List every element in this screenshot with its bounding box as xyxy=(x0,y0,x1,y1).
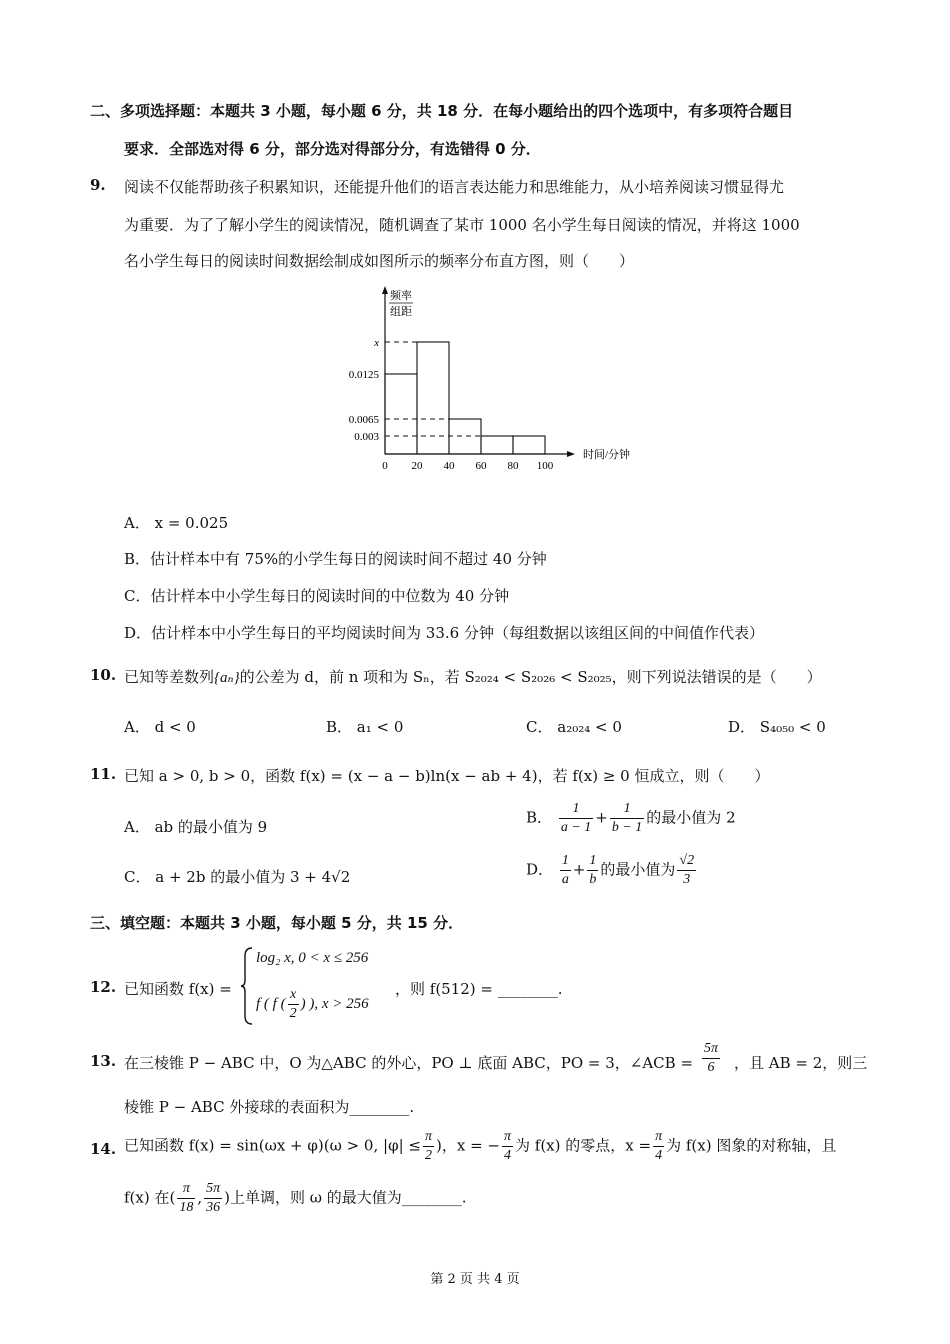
x-tick-label: 100 xyxy=(536,460,554,472)
q14-line2: f(x) 在( $\frac{\pi}{18}$ , $\frac{5\pi}{36}$ )上单调，则 ω 的最大值为________. xyxy=(124,1181,467,1215)
y-label-top: 频率 xyxy=(390,290,412,302)
histogram-bar xyxy=(481,436,513,454)
q12-number: 12. xyxy=(90,978,117,996)
q10-option-c[interactable]: C． a₂₀₂₄ < 0 xyxy=(526,718,622,736)
q9-option-d[interactable]: D．估计样本中小学生每日的平均阅读时间为 33.6 分钟（每组数据以该组区间的中间值作代表） xyxy=(124,624,764,642)
q12-case2-fraction: $\frac{x}{2}$ xyxy=(289,987,297,1021)
q12-case-2: f ( f ( $\frac{x}{2}$ ) ), x > 256 xyxy=(256,987,369,1021)
x-tick-label: 0 xyxy=(382,460,388,472)
q9-stem-line2: 为重要．为了了解小学生的阅读情况，随机调查了某市 1000 名小学生每日阅读的情况，并将这 1000 xyxy=(124,216,800,234)
x-axis-arrow xyxy=(567,451,575,457)
histogram-bar xyxy=(417,342,449,454)
histogram-chart xyxy=(330,282,630,492)
q11-b-fraction-1: $\frac{1}{a - 1}$ xyxy=(560,801,592,835)
q14-axis: $\frac{\pi}{4}$ xyxy=(655,1129,663,1163)
q13-line2: 棱锥 P − ABC 外接球的表面积为________. xyxy=(124,1098,415,1116)
y-tick-label: 0.0065 xyxy=(348,414,379,426)
q13-angle-fraction: $\frac{5\pi}{6}$ xyxy=(704,1041,719,1075)
q9-option-b[interactable]: B．估计样本中有 75%的小学生每日的阅读时间不超过 40 分钟 xyxy=(124,550,547,568)
q10-option-a[interactable]: A． d < 0 xyxy=(124,718,196,736)
q10-stem xyxy=(124,666,822,687)
q11-option-d[interactable]: D． $\frac{1}{a}$ + $\frac{1}{b}$ 的最小值为 $\frac{√2}{3}$ xyxy=(526,853,695,887)
q13-line1b: ，且 AB = 2，则三 xyxy=(734,1054,868,1072)
y-tick-label: 0.003 xyxy=(354,431,379,443)
q10-sequence: {aₙ} xyxy=(214,670,240,686)
q11-b-fraction-2: $\frac{1}{b - 1}$ xyxy=(611,801,643,835)
q10-option-d[interactable]: D． S₄₀₅₀ < 0 xyxy=(728,718,826,736)
q10-option-b[interactable]: B． a₁ < 0 xyxy=(326,718,404,736)
q9-number: 9. xyxy=(90,176,106,194)
x-tick-label: 80 xyxy=(507,460,519,472)
q10-stem-b: 的公差为 d，前 n 项和为 Sₙ，若 S₂₀₂₄ < S₂₀₂₆ < S₂₀₂₅，则下列说法错误的是（ ） xyxy=(239,668,822,686)
q11-option-d-text: 的最小值为 xyxy=(600,860,676,879)
histogram-bar xyxy=(385,374,417,454)
q9-option-c[interactable]: C．估计样本中小学生每日的阅读时间的中位数为 40 分钟 xyxy=(124,587,510,605)
y-label-bottom: 组距 xyxy=(390,306,412,318)
q10-number: 10. xyxy=(90,666,117,684)
q14-interval-left: $\frac{\pi}{18}$ xyxy=(179,1181,194,1215)
section3-heading: 三、填空题：本题共 3 小题，每小题 5 分，共 15 分． xyxy=(90,914,464,932)
q11-d-fraction-1: $\frac{1}{a}$ xyxy=(561,853,569,887)
q11-option-b[interactable]: B． $\frac{1}{a - 1}$ + $\frac{1}{b - 1}$ 的最小值为 2 xyxy=(526,801,736,835)
q13-number: 13. xyxy=(90,1052,117,1070)
q14-phi-bound: $\frac{\pi}{2}$ xyxy=(424,1129,432,1163)
q14-interval-right: $\frac{5\pi}{36}$ xyxy=(206,1181,221,1215)
section2-heading-line1: 二、多项选择题：本题共 3 小题，每小题 6 分，共 18 分．在每小题给出的四个选项中，有多项符合题目 xyxy=(90,102,794,120)
q11-number: 11. xyxy=(90,765,117,783)
q14-zero: $\frac{\pi}{4}$ xyxy=(503,1129,511,1163)
section2-heading-line2: 要求．全部选对得 6 分，部分选对得部分分，有选错得 0 分． xyxy=(124,140,541,158)
q11-option-c[interactable]: C． a + 2b 的最小值为 3 + 4√2 xyxy=(124,868,351,886)
histogram-bar xyxy=(513,436,545,454)
q11-option-b-label: B． xyxy=(526,808,553,827)
q12-prefix: 已知函数 f(x) = xyxy=(124,980,232,998)
q14-number: 14. xyxy=(90,1140,117,1158)
x-tick-label: 40 xyxy=(443,460,455,472)
q13-line1a: 在三棱锥 P − ABC 中，O 为△ABC 的外心，PO ⊥ 底面 ABC，PO = 3，∠ACB = xyxy=(124,1054,694,1072)
q11-option-a[interactable]: A． ab 的最小值为 9 xyxy=(124,818,268,836)
q11-stem: 已知 a > 0, b > 0，函数 f(x) = (x − a − b)ln(x − ab + 4)，若 f(x) ≥ 0 恒成立，则（ ） xyxy=(124,767,770,785)
y-tick-label: 0.0125 xyxy=(348,369,379,381)
q9-stem-line3: 名小学生每日的阅读时间数据绘制成如图所示的频率分布直方图，则（ ） xyxy=(124,252,635,270)
x-tick-label: 60 xyxy=(475,460,487,472)
q12-case-1: log₂ x, 0 < x ≤ 256 xyxy=(256,950,369,966)
page-footer: 第 2 页 共 4 页 xyxy=(430,1272,520,1287)
y-tick-label: x xyxy=(374,337,379,349)
q12-suffix: ，则 f(512) = ________. xyxy=(395,980,563,998)
q10-stem-a: 已知等差数列 xyxy=(124,668,215,686)
q11-option-b-text: 的最小值为 2 xyxy=(646,808,736,827)
y-axis-arrow xyxy=(382,286,388,294)
x-axis-label: 时间/分钟 xyxy=(583,449,630,461)
q12-left-brace xyxy=(240,946,254,1026)
x-tick-label: 20 xyxy=(411,460,423,472)
q14-line1: 已知函数 f(x) = sin(ωx + φ)(ω > 0, |φ| ≤ $\frac{\pi}{2}$ )，x = − $\frac{\pi}{4}$ 为 f(x) 的零点，x = $\frac{\pi}{4}$ 为 f(x) 图象的对称轴，且 xyxy=(124,1129,837,1163)
q11-d-fraction-2: $\frac{1}{b}$ xyxy=(589,853,597,887)
q9-stem-line1: 阅读不仅能帮助孩子积累知识，还能提升他们的语言表达能力和思维能力，从小培养阅读习惯显得尤 xyxy=(124,178,785,196)
q11-d-value: $\frac{√2}{3}$ xyxy=(679,853,695,887)
q11-option-d-label: D． xyxy=(526,860,554,879)
q9-option-a[interactable]: A． x = 0.025 xyxy=(124,514,229,532)
